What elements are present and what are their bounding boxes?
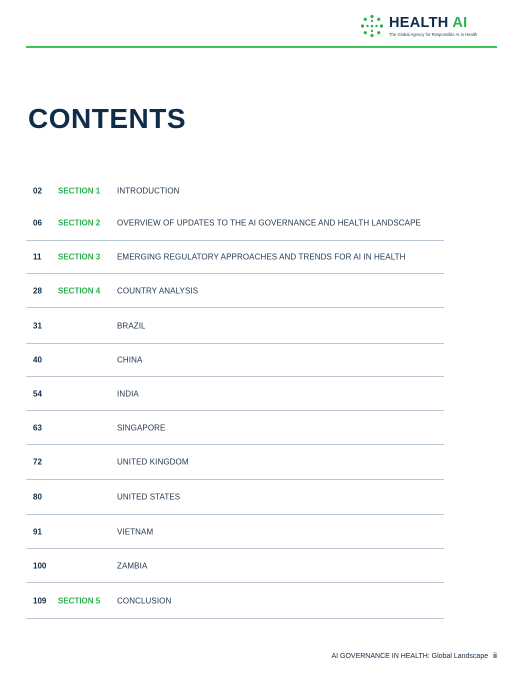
toc-entry[interactable] [26, 175, 444, 206]
toc-entry[interactable] [26, 515, 444, 549]
toc-entry-title: BRAZIL [117, 321, 146, 330]
toc-entry-title: INTRODUCTION [117, 186, 180, 195]
brand-accent: AI [452, 14, 468, 31]
brand-name [389, 15, 477, 31]
toc-page-number: 31 [33, 321, 42, 330]
toc-page-number: 40 [33, 355, 42, 365]
footer-text: AI GOVERNANCE IN HEALTH: Global Landscape [331, 653, 489, 660]
brand-main: HEALTH [389, 14, 449, 31]
toc-entry[interactable] [26, 344, 444, 377]
toc-entry-title: COUNTRY ANALYSIS [117, 286, 199, 295]
toc-page-number: 06 [33, 218, 42, 228]
toc-page-number: 72 [33, 457, 42, 467]
toc-entry-title: CONCLUSION [117, 596, 172, 605]
circular-dots-logo-icon [360, 14, 384, 38]
header-logo [360, 14, 477, 38]
brand-tagline: The Global Agency for Responsible AI in Health [389, 31, 478, 37]
page-title: CONTENTS [28, 103, 186, 134]
toc-page-number: 100 [33, 561, 47, 570]
toc-page-number: 109 [33, 596, 47, 605]
toc-section-label: SECTION 5 [58, 596, 101, 605]
toc-page-number: 91 [33, 527, 42, 536]
toc-page-number: 11 [33, 252, 42, 262]
toc-entry-title: EMERGING REGULATORY APPROACHES AND TRENDS FOR AI IN HEALTH [117, 252, 406, 262]
toc-section-label: SECTION 1 [58, 186, 101, 195]
toc-page-number: 63 [33, 423, 42, 432]
toc-entry[interactable] [26, 206, 444, 241]
toc-entry-title: SINGAPORE [117, 423, 166, 432]
toc-entry[interactable] [26, 308, 444, 344]
footer-page-number: ii [493, 653, 497, 660]
toc-entry-title: CHINA [117, 355, 143, 365]
toc-entry-title: INDIA [117, 389, 139, 398]
table-of-contents [26, 175, 444, 619]
toc-entry-title: OVERVIEW OF UPDATES TO THE AI GOVERNANCE AND HEALTH LANDSCAPE [117, 218, 421, 228]
page-footer [331, 653, 497, 660]
header-divider [26, 46, 497, 48]
toc-entry[interactable] [26, 241, 444, 274]
toc-entry[interactable] [26, 411, 444, 445]
toc-page-number: 02 [33, 186, 42, 195]
toc-entry-title: UNITED KINGDOM [117, 457, 189, 467]
toc-entry-title: UNITED STATES [117, 492, 181, 502]
toc-page-number: 54 [33, 389, 42, 398]
toc-page-number: 28 [33, 286, 42, 295]
toc-entry[interactable] [26, 549, 444, 583]
toc-section-label: SECTION 2 [58, 218, 101, 228]
toc-section-label: SECTION 3 [58, 252, 101, 262]
toc-entry[interactable] [26, 583, 444, 619]
toc-entry[interactable] [26, 377, 444, 411]
toc-entry-title: ZAMBIA [117, 561, 148, 570]
toc-page-number: 80 [33, 492, 42, 502]
toc-entry-title: VIETNAM [117, 527, 154, 536]
toc-entry[interactable] [26, 480, 444, 515]
toc-entry[interactable] [26, 274, 444, 308]
toc-entry[interactable] [26, 445, 444, 480]
toc-section-label: SECTION 4 [58, 286, 101, 295]
